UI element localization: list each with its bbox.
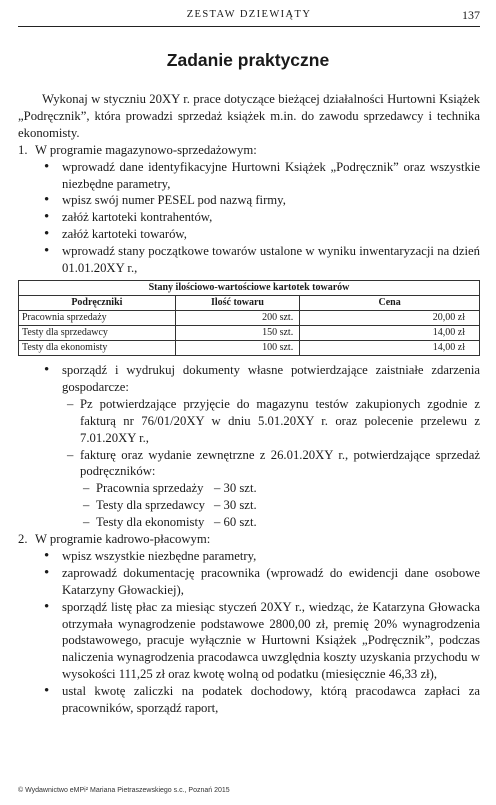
quantity-item-name: Testy dla ekonomisty (96, 515, 205, 530)
main-content (18, 91, 480, 717)
list-item: • wpisz wszystkie niezbędne parametry, (62, 548, 480, 565)
cell-name: Testy dla ekonomisty (19, 340, 176, 355)
list-item: • zaprowadź dokumentację pracownika (wprowadź do ewidencji dane osobowe Katarzyny Głowackiej), (62, 565, 480, 599)
chapter-title: ZESTAW DZIEWIĄTY (186, 9, 312, 20)
list-item: • załóż kartoteki kontrahentów, (62, 209, 480, 226)
stock-table (18, 280, 480, 356)
sub-list-item (80, 447, 480, 532)
cell-price: 14,00 zł (300, 325, 480, 340)
section-1-list (18, 159, 480, 277)
list-item: • sporządź listę płac za miesiąc styczeń 20XY r., wiedząc, że Katarzyna Głowacka otrzymała wynagrodzenie podstawowe 2800,00 zł, premię 20% wynagrodzenia podstawowego, pracuje wyłącznie w Hurtowni Książek „Podręcznik”, podczas naliczenia wynagrodzenia pracodawca uwzględnia koszty uzyskania przychodu w wysokości 111,25 zł oraz kwotę wolną od podatku (miesięcznie 46,33 zł), (62, 599, 480, 684)
section-2-number: 2. (18, 532, 28, 547)
intro-paragraph: Wykonaj w styczniu 20XY r. prace dotyczące bieżącej działalności Hurtowni Książek „Podręcznik”, która prowadzi sprzedaż książek m.in. do zawodu sprzedawcy i technika ekonomisty. (18, 92, 480, 140)
table-row (19, 340, 480, 355)
column-header: Podręczniki (19, 295, 176, 310)
section-1-list-continued (18, 362, 480, 531)
table-row (19, 310, 480, 325)
section-2-heading-text: W programie kadrowo-płacowym: (35, 532, 211, 547)
cell-qty: 200 szt. (175, 310, 299, 325)
quantity-item (96, 514, 480, 531)
quantity-item (96, 497, 480, 514)
list-item: • ustal kwotę zaliczki na podatek dochodowy, którą pracodawca zapłaci za pracowników, sporządź raport, (62, 683, 480, 717)
quantity-item-name: Pracownia sprzedaży (96, 481, 204, 496)
table-row (19, 325, 480, 340)
table-header-row (19, 295, 480, 310)
sub-list-item: – Pz potwierdzające przyjęcie do magazynu testów zakupionych zgodnie z fakturą nr 76/01/20XY w dniu 5.01.20XY r. oraz polecenie przelewu z 7.01.20XY r., (80, 396, 480, 447)
page-number: 137 (462, 8, 480, 22)
cell-name: Pracownia sprzedaży (19, 310, 176, 325)
quantity-item-value: – 30 szt. (214, 481, 257, 496)
section-1-heading (18, 142, 480, 159)
quantity-item-value: – 30 szt. (214, 498, 257, 513)
sub-list (62, 396, 480, 531)
list-item-text: sporządź i wydrukuj dokumenty własne potwierdzające zaistniałe zdarzenia gospodarcze: (62, 362, 480, 394)
column-header: Cena (300, 295, 480, 310)
list-item: • załóż kartoteki towarów, (62, 226, 480, 243)
page-title: Zadanie praktyczne (166, 50, 330, 70)
cell-price: 14,00 zł (300, 340, 480, 355)
sub-list-item-text: fakturę oraz wydanie zewnętrzne z 26.01.20XY r., potwierdzające sprzedaż podręczników: (80, 447, 480, 479)
list-item: • wprowadź dane identyfikacyjne Hurtowni Książek „Podręcznik” oraz wszystkie niezbędne parametry, (62, 159, 480, 193)
section-2-list (18, 548, 480, 717)
quantity-list (80, 480, 480, 531)
section-1-number: 1. (18, 142, 28, 157)
copyright-footer: © Wydawnictwo eMPi² Mariana Pietraszewskiego s.c., Poznań 2015 (18, 787, 230, 794)
running-header (18, 8, 480, 27)
quantity-item-value: – 60 szt. (214, 515, 257, 530)
list-item (62, 362, 480, 531)
table-caption: Stany ilościowo-wartościowe kartotek towarów (19, 280, 480, 295)
section-2-heading (18, 531, 480, 548)
section-1-heading-text: W programie magazynowo-sprzedażowym: (35, 142, 257, 157)
cell-qty: 150 szt. (175, 325, 299, 340)
quantity-item (96, 480, 480, 497)
cell-name: Testy dla sprzedawcy (19, 325, 176, 340)
list-item: • wprowadź stany początkowe towarów ustalone w wyniku inwentaryzacji na dzień 01.01.20XY r., (62, 243, 480, 277)
list-item: • wpisz swój numer PESEL pod nazwą firmy, (62, 192, 480, 209)
cell-price: 20,00 zł (300, 310, 480, 325)
cell-qty: 100 szt. (175, 340, 299, 355)
quantity-item-name: Testy dla sprzedawcy (96, 498, 206, 513)
column-header: Ilość towaru (175, 295, 299, 310)
